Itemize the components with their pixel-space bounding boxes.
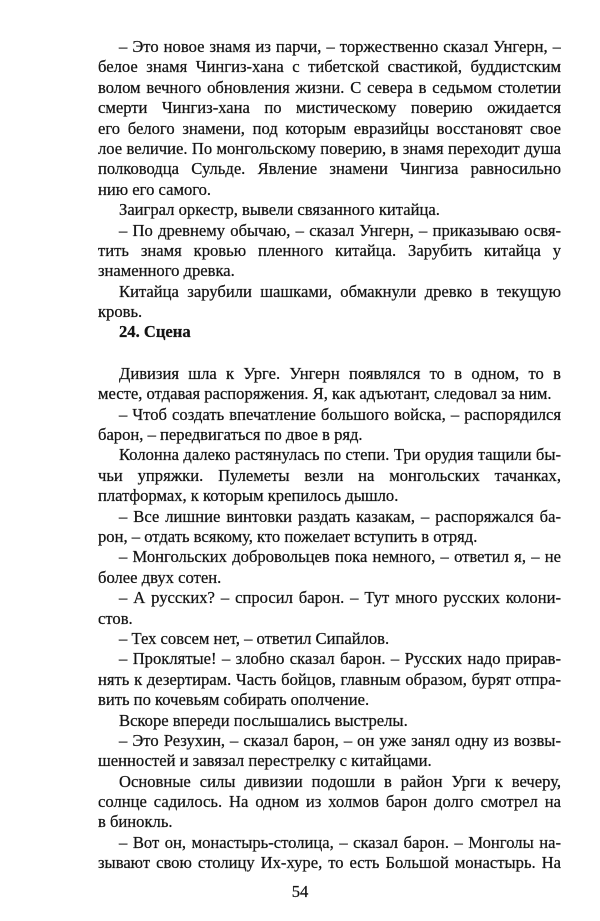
text-line: Колонна далеко растянулась по степи. Три орудия тащили бы- [119,445,561,465]
paragraph [98,711,561,731]
text-line: Заиграл оркестр, вывели связанного китайца. [119,200,440,220]
text-line: Китайца зарубили шашками, обмакнули древко в текущую [119,281,561,301]
text-line: Вскоре впереди послышались выстрелы. [119,710,408,730]
text-line: зывают свою столицу Их-хуре, то есть Большой монастырь. На [98,853,561,873]
text-line: платформах, к которым крепилось дышло. [98,486,399,506]
page-number: 54 [291,882,309,901]
text-line: нять к дезертирам. Часть бойцов, главным образом, бурят отпра- [98,669,561,689]
paragraph [98,405,561,446]
text-line: в бинокль. [98,812,173,832]
section-heading [98,322,561,342]
page-body-text [98,37,561,874]
paragraph [98,547,561,588]
text-line: стов. [98,608,133,628]
text-line: месте, отдавая распоряжения. Я, как адъютант, следовал за ним. [98,384,552,404]
text-line: Основные силы дивизии подошли в район Урги к вечеру, [119,771,561,791]
text-line: знаменного древка. [98,261,235,281]
text-line: – А русских? – спросил барон. – Тут много русских колони- [119,588,561,608]
text-line: белое знамя Чингиз-хана с тибетской свастикой, буддистским [98,57,561,77]
text-line: – Вот он, монастырь-столица, – сказал барон. – Монголы на- [119,832,561,852]
text-line: барон, – передвигаться по двое в ряд. [98,425,363,445]
text-line: более двух сотен. [98,567,222,587]
text-line: чьи упряжки. Пулеметы везли на монгольских тачанках, [98,465,561,485]
text-line: полководца Сульде. Явление знамени Чингиза равносильно [98,159,561,179]
paragraph [98,221,561,282]
text-line: – По древнему обычаю, – сказал Унгерн, – приказываю освя- [119,220,561,240]
paragraph [98,282,561,323]
paragraph [98,731,561,772]
text-line: – Проклятые! – злобно сказал барон. – Русских надо прирав- [119,649,561,669]
text-line: солнце садилось. На одном из холмов барон долго смотрел на [98,792,561,812]
paragraph [98,772,561,833]
text-line: – Чтоб создать впечатление большого войска, – распорядился [119,404,561,424]
text-line: – Это Резухин, – сказал барон, – он уже занял одну из возвы- [119,730,561,750]
text-line: рон, – отдать всякому, кто пожелает вступить в отряд. [98,526,478,546]
text-line: нию его самого. [98,179,212,199]
text-line: его белого знамени, под которым евразийцы восстановят свое [98,118,561,138]
text-line: Дивизия шла к Урге. Унгерн появлялся то в одном, то в [119,363,561,383]
paragraph [98,37,561,200]
paragraph [98,445,561,506]
text-line: кровь. [98,302,143,322]
text-line: смерти Чингиз-хана по мистическому поверию ожидается [98,98,561,118]
text-line: – Тех совсем нет, – ответил Сипайлов. [119,628,390,648]
paragraph [98,833,561,874]
text-line: лое величие. По монгольскому поверию, в знамя переходит душа [98,138,561,158]
paragraph [98,629,561,649]
text-line: тить знамя кровью пленного китайца. Зарубить китайца у [98,240,561,260]
text-line: волом вечного обновления жизни. С севера в седьмом столетии [98,77,561,97]
text-line: шенностей и завязал перестрелку с китайцами. [98,751,432,771]
paragraph [98,200,561,220]
text-line: – Все лишние винтовки раздать казакам, – распоряжался ба- [119,506,561,526]
text-line: 24. Сцена [119,322,191,342]
text-line: – Это новое знамя из парчи, – торжественно сказал Унгерн, – [119,37,561,56]
text-line: вить по кочевьям собирать ополчение. [98,690,370,710]
text-line: – Монгольских добровольцев пока немного, – ответил я, – не [119,547,561,567]
paragraph [98,364,561,405]
paragraph [98,649,561,710]
paragraph [98,507,561,548]
paragraph [98,588,561,629]
